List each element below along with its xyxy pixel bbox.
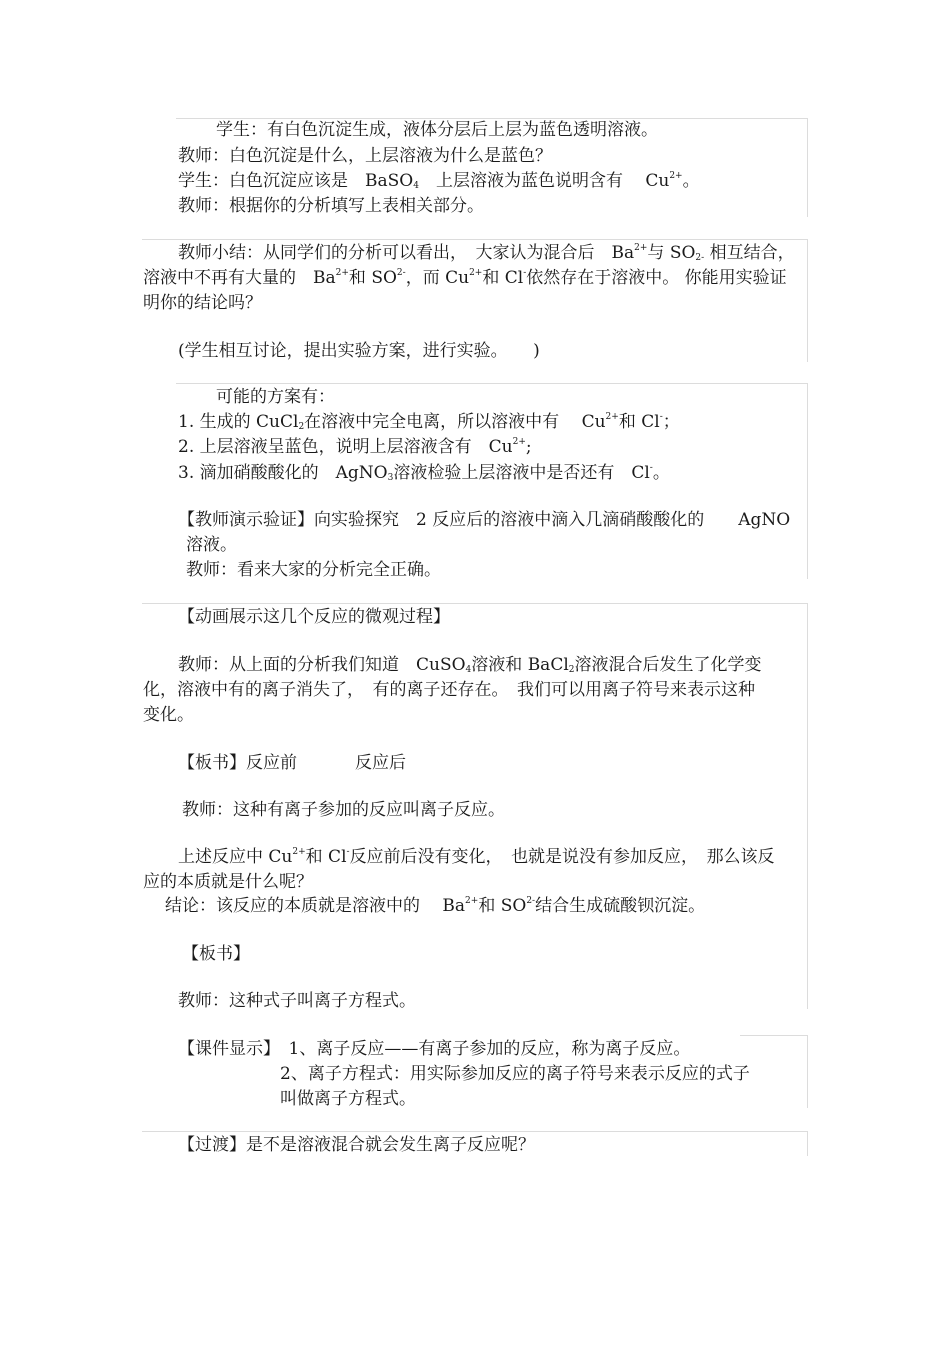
transition-line: 【过渡】是不是溶液混合就会发生离子反应呢？ xyxy=(178,1135,535,1155)
courseware-line: 【课件显示】 1、离子反应——有离子参加的反应，称为离子反应。 xyxy=(178,1039,691,1059)
animation-note: 【动画展示这几个反应的微观过程】 xyxy=(178,607,450,627)
explanation-line: 应的本质就是什么呢？ xyxy=(143,872,313,892)
conclusion-line: 结论：该反应的本质就是溶液中的 $Ba^{2+}$和 $SO^{2-}$结合生成硫酸钡沉淀。 xyxy=(165,896,706,916)
dialogue-line: 教师：白色沉淀是什么，上层溶液为什么是蓝色？ xyxy=(178,146,552,166)
courseware-line: 2、离子方程式：用实际参加反应的离子符号来表示反应的式子 xyxy=(280,1064,750,1084)
plan-item: 3. 滴加硝酸酸化的 AgNO$_3$溶液检验上层溶液中是否还有 Cl-。 xyxy=(178,463,670,483)
explanation-line: 变化。 xyxy=(143,705,194,725)
explanation-line: 上述反应中 $Cu^{2+}$和 Cl-反应前后没有变化， 也就是说没有参加反应， 那么该反 xyxy=(178,847,775,867)
demo-line: 【教师演示验证】向实验探究 2 反应后的溶液中滴入几滴硝酸酸化的 AgNO xyxy=(178,510,791,530)
plan-item: 2. 上层溶液呈蓝色，说明上层溶液含有 $Cu^{2+}$; xyxy=(178,437,532,457)
board-note: 【板书】反应前 反应后 xyxy=(178,753,406,773)
discussion-note: (学生相互讨论，提出实验方案，进行实验。 ) xyxy=(178,341,540,361)
dialogue-line: 学生：有白色沉淀生成，液体分层后上层为蓝色透明溶液。 xyxy=(216,120,658,140)
explanation-line: 教师：这种式子叫离子方程式。 xyxy=(178,991,416,1011)
board-note: 【板书】 xyxy=(182,944,250,964)
dialogue-line: 教师：根据你的分析填写上表相关部分。 xyxy=(178,196,484,216)
explanation-line: 教师：这种有离子参加的反应叫离子反应。 xyxy=(182,800,505,820)
summary-line: 溶液中不再有大量的 $Ba^{2+}$和 $SO^{2-}$，而 $Cu^{2+}$和 Cl-依然存在于溶液中。 你能用实验证 xyxy=(143,268,787,288)
courseware-line: 叫做离子方程式。 xyxy=(280,1089,416,1109)
demo-line: 溶液。 xyxy=(186,535,237,555)
section-frame-5 xyxy=(740,1035,808,1108)
explanation-line: 教师：从上面的分析我们知道 CuSO$_4$溶液和 BaCl$_2$溶液混合后发生了化学变 xyxy=(178,655,762,675)
dialogue-line: 学生：白色沉淀应该是 BaSO$_4$ 上层溶液为蓝色说明含有 $Cu^{2+}$。 xyxy=(178,171,700,191)
plan-heading: 可能的方案有： xyxy=(216,387,335,407)
demo-line: 教师：看来大家的分析完全正确。 xyxy=(186,560,441,580)
explanation-line: 化，溶液中有的离子消失了， 有的离子还存在。 我们可以用离子符号来表示这种 xyxy=(143,680,755,700)
summary-line: 教师小结：从同学们的分析可以看出， 大家认为混合后 $Ba^{2+}$与 $SO_{2-}$ 相互结合， xyxy=(178,243,795,263)
plan-item: 1. 生成的 CuCl$_2$在溶液中完全电离，所以溶液中有 $Cu^{2+}$和 Cl-； xyxy=(178,412,680,432)
summary-line: 明你的结论吗？ xyxy=(143,293,262,313)
